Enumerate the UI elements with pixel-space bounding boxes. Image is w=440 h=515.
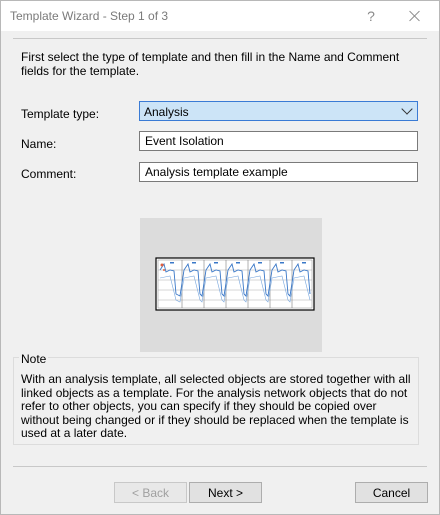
intro-text: First select the type of template and then fill in the Name and Comment fields for the template. (21, 50, 400, 78)
template-type-label: Template type: (21, 107, 100, 121)
top-separator (13, 38, 427, 39)
next-button[interactable]: Next > (189, 482, 262, 503)
template-type-select[interactable] (139, 101, 418, 121)
help-button[interactable] (353, 4, 389, 28)
window-title: Template Wizard - Step 1 of 3 (10, 9, 169, 23)
close-button[interactable] (397, 4, 433, 28)
comment-field[interactable]: Analysis template example (139, 162, 418, 182)
note-text: With an analysis template, all selected objects are stored together with all linked objects as a template. For the analysis network objects that do not refer to other objects, you can specify if they should be copied over without being changed or if they should be replaced when the template is used at a later date. (21, 372, 411, 440)
template-preview (140, 218, 322, 352)
template-type-value: Analysis (144, 105, 189, 119)
back-button[interactable]: < Back (114, 482, 187, 503)
help-icon: ? (367, 8, 375, 24)
close-icon (409, 10, 421, 22)
comment-label: Comment: (21, 167, 77, 181)
bottom-separator (13, 466, 427, 467)
name-field[interactable]: Event Isolation (139, 131, 418, 151)
note-title: Note (21, 352, 47, 366)
name-label: Name: (21, 137, 57, 151)
analysis-template-thumbnail-icon (140, 218, 322, 352)
title-bar (1, 1, 439, 31)
cancel-button[interactable]: Cancel (355, 482, 428, 503)
chevron-down-icon (401, 103, 412, 114)
